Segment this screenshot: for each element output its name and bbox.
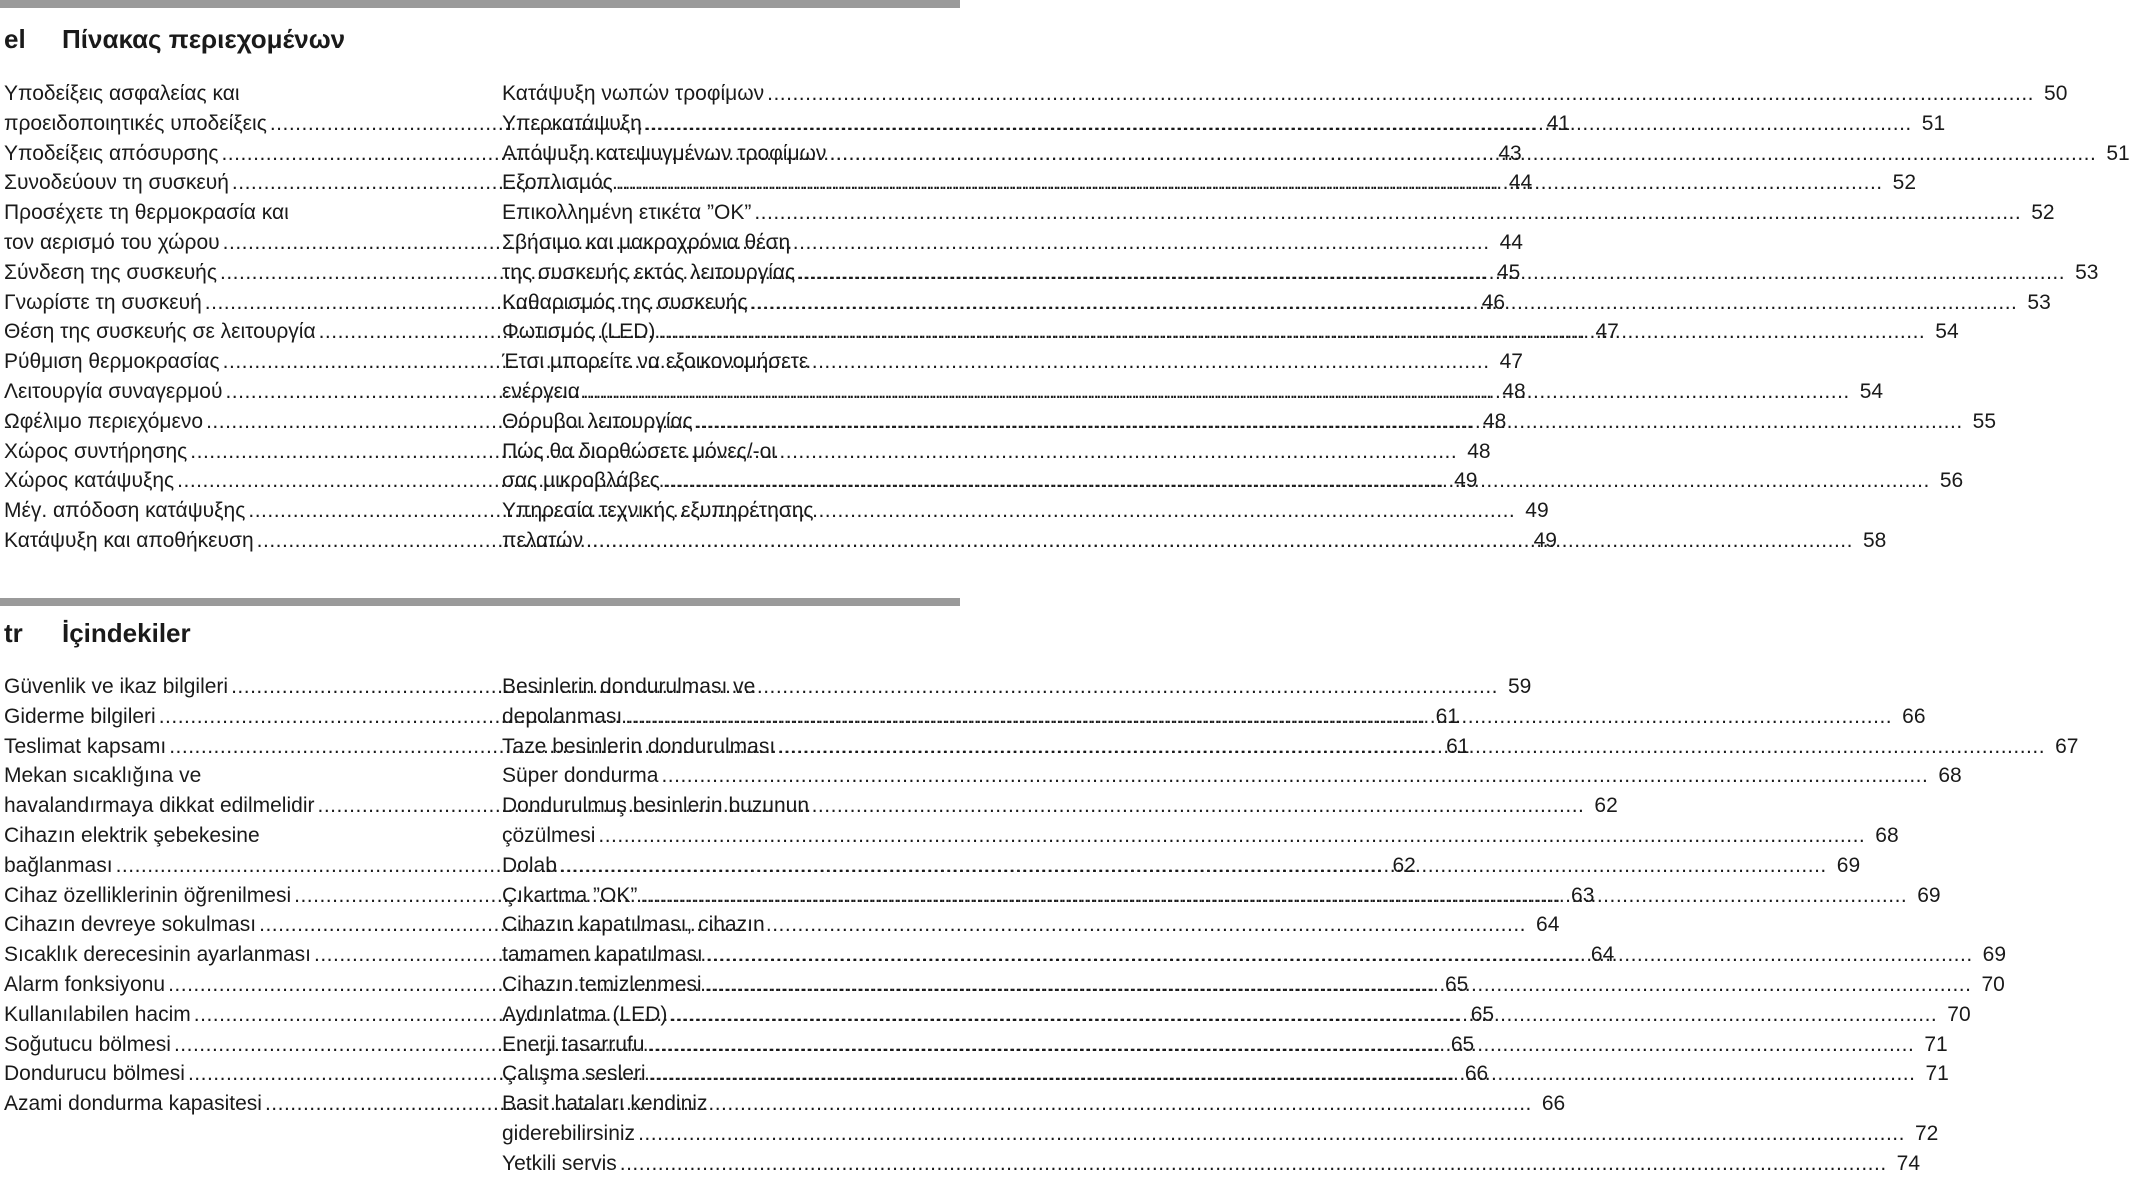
toc-entry-line — [502, 79, 2068, 109]
toc-entry-title: Teslimat kapsamı — [4, 734, 167, 758]
toc-page-number: 69 — [1836, 853, 1861, 877]
toc-entry-title-line: Έτσι μπορείτε να εξοικονομήσετε — [502, 350, 809, 374]
toc-page-number: 48 — [1482, 409, 1507, 433]
toc-entry-title: Yetkili servis — [502, 1151, 617, 1175]
toc-entry-title: çözülmesi — [502, 823, 596, 847]
toc-entry-title: Μέγ. απόδοση κατάψυξης — [4, 499, 246, 523]
toc-page-number: 48 — [1502, 379, 1526, 403]
toc-entry-title: Χώρος κατάψυξης — [4, 469, 175, 493]
toc-entry-title: Süper dondurma — [502, 764, 659, 788]
toc-entry-title: Giderme bilgileri — [4, 704, 156, 728]
dot-leader — [754, 198, 2021, 228]
language-code: el — [4, 24, 26, 54]
toc-page-number: 43 — [1498, 141, 1522, 165]
toc-page-number: 62 — [1594, 794, 1618, 818]
toc-entry-title: Soğutucu bölmesi — [4, 1032, 171, 1056]
toc-entry-title: Çıkartma ”OK” — [502, 883, 638, 907]
dot-leader — [616, 168, 1883, 198]
toc-entry-title: Taze besinlerin dondurulması — [502, 734, 776, 758]
toc-page-number: 71 — [1925, 1062, 1949, 1086]
toc-entry-title: Cihazın devreye sokulması — [4, 913, 257, 937]
toc-entry-title: Καθαρισμός της συσκευής — [502, 290, 748, 314]
toc-entry-line — [502, 1149, 1921, 1179]
toc-entry-line — [502, 1119, 1939, 1149]
toc-page-number: 65 — [1470, 1002, 1495, 1026]
toc-entry-title: Γνωρίστε τη συσκευή — [4, 290, 202, 314]
dot-leader — [829, 139, 2096, 169]
toc-entry[interactable] — [502, 761, 1962, 791]
toc-entry-title: Ωφέλιμο περιεχόμενο — [4, 409, 204, 433]
toc-entry-title-line: Cihazın kapatılması, cihazın — [502, 913, 765, 937]
dot-leader — [560, 851, 1827, 881]
dot-leader — [705, 970, 1972, 1000]
dot-leader — [778, 732, 2045, 762]
toc-entry-title: Ρύθμιση θερμοκρασίας — [4, 350, 220, 374]
toc-entry-title: πελατών — [502, 528, 584, 552]
toc-page-number: 68 — [1938, 764, 1962, 788]
toc-page-number: 54 — [1935, 320, 1959, 344]
toc-page-number: 52 — [2031, 201, 2055, 225]
toc-entry-title: havalandırmaya dikkat edilmelidir — [4, 794, 315, 818]
toc-entry-line — [502, 821, 1899, 851]
toc-page-number: 49 — [1533, 528, 1557, 552]
toc-entry-title: σας μικροβλάβες — [502, 469, 660, 493]
toc-page-number: 74 — [1896, 1151, 1921, 1175]
dot-leader — [661, 761, 1928, 791]
toc-entry-title: Cihaz özelliklerinin öğrenilmesi — [4, 883, 292, 907]
dot-leader — [696, 407, 1963, 437]
toc-page-number: 61 — [1435, 704, 1459, 728]
dot-leader — [649, 1059, 1916, 1089]
toc-page-number: 71 — [1924, 1032, 1948, 1056]
toc-entry-title: προειδοποιητικές υποδείξεις — [4, 111, 267, 135]
toc-entry-title-line: Dondurulmuş besinlerin buzunun — [502, 794, 810, 818]
toc-entry-title: Güvenlik ve ikaz bilgileri — [4, 675, 229, 698]
toc-entry-title-line: Πώς θα διορθώσετε μόνες/-οι — [502, 439, 776, 463]
toc-page-number: 69 — [1917, 883, 1941, 907]
toc-entry-title: Λειτουργία συναγερμού — [4, 379, 223, 403]
toc-entry-title: Dondurucu bölmesi — [4, 1062, 185, 1086]
toc-entry-title: Κατάψυξη και αποθήκευση — [4, 528, 254, 552]
toc-entry-line — [502, 198, 2055, 228]
dot-leader — [625, 702, 1892, 732]
toc-entry-title-line: Υπηρεσία τεχνικής εξυπηρέτησης — [502, 499, 814, 523]
toc-page-number: 51 — [1921, 111, 1946, 135]
toc-entry-title: Alarm fonksiyonu — [4, 972, 166, 996]
toc-entry-title: της συσκευής εκτός λειτουργίας — [502, 260, 796, 284]
toc-page-number: 45 — [1496, 260, 1521, 284]
toc-page-number: 70 — [1947, 1002, 1971, 1026]
toc-page-number: 64 — [1536, 913, 1560, 937]
toc-entry-title: Θόρυβοι λειτουργίας — [502, 409, 693, 433]
toc-page-number: 62 — [1392, 853, 1416, 877]
toc-page-number: 53 — [2027, 290, 2051, 314]
toc-entry[interactable] — [502, 1149, 1921, 1179]
toc-entry-title-line: Besinlerin dondurulması ve — [502, 675, 756, 698]
toc-entry-title: depolanması — [502, 704, 623, 728]
toc-page-number: 49 — [1454, 469, 1478, 493]
toc-entry-title-line: Προσέχετε τη θερμοκρασία και — [4, 201, 289, 225]
toc-page-number: 48 — [1467, 439, 1491, 463]
toc-page-number: 66 — [1541, 1092, 1566, 1116]
toc-entry-title: Sıcaklık derecesinin ayarlanması — [4, 943, 311, 967]
toc-entry-line — [502, 761, 1962, 791]
toc-entry-title: Çalışma sesleri — [502, 1062, 646, 1086]
toc-page-number: 49 — [1525, 499, 1549, 523]
toc-entry-title: Συνοδεύουν τη συσκευή — [4, 171, 229, 195]
toc-page-number: 44 — [1499, 230, 1523, 254]
dot-leader — [583, 377, 1850, 407]
toc-entry-title: Υπερκατάψυξη — [502, 111, 642, 135]
toc-entry-title: Κατάψυξη νωπών τροφίμων — [502, 82, 765, 105]
toc-entry[interactable] — [502, 79, 2068, 109]
section-divider-tr — [0, 598, 960, 606]
toc-page-number: 56 — [1939, 469, 1964, 493]
toc-page-number: 41 — [1546, 111, 1571, 135]
toc-page-number: 46 — [1481, 290, 1506, 314]
toc-page-number: 66 — [1464, 1062, 1489, 1086]
toc-page-number: 65 — [1444, 972, 1469, 996]
toc-page-number: 54 — [1859, 379, 1884, 403]
toc-page-number: 65 — [1450, 1032, 1475, 1056]
dot-leader — [658, 317, 1925, 347]
toc-entry-title: Επικολλημένη ετικέτα ”OK” — [502, 201, 752, 225]
toc-entry-title: Kullanılabilen hacim — [4, 1002, 191, 1026]
toc-page-number: 47 — [1499, 350, 1523, 374]
dot-leader — [751, 288, 2018, 318]
toc-entry-title: Cihazın temizlenmesi — [502, 972, 702, 996]
language-code: tr — [4, 618, 23, 648]
dot-leader — [586, 526, 1853, 556]
toc-page-number: 68 — [1875, 823, 1899, 847]
toc-entry-title: Εξοπλισμός — [502, 171, 613, 195]
toc-entry-title-line: Σβήσιμο και μακροχρόνια θέση — [502, 230, 791, 254]
toc-entry-title: tamamen kapatılması — [502, 943, 703, 967]
dot-leader — [638, 1119, 1905, 1149]
toc-entry-title: Aydınlatma (LED) — [502, 1002, 668, 1026]
toc-entry-title-line: Cihazın elektrik şebekesine — [4, 823, 260, 847]
toc-entry-title: Θέση της συσκευής σε λειτουργία — [4, 320, 316, 344]
toc-page-number: 52 — [1892, 171, 1917, 195]
dot-leader — [620, 1149, 1887, 1179]
dot-leader — [663, 466, 1930, 496]
toc-page-number: 58 — [1862, 528, 1887, 552]
toc-entry-title: Χώρος συντήρησης — [4, 439, 188, 463]
toc-entry-title-line: Basit hataları kendiniz — [502, 1092, 708, 1116]
toc-entry-title: Υποδείξεις απόσυρσης — [4, 141, 219, 165]
toc-page-number: 61 — [1446, 734, 1470, 758]
toc-entry-title: bağlanması — [4, 853, 113, 877]
toc-entry-title: Σύνδεση της συσκευής — [4, 260, 217, 284]
section-heading-el — [4, 24, 345, 54]
toc-entry-title: giderebilirsiniz — [502, 1121, 636, 1145]
toc-page-number: 69 — [1982, 943, 2007, 967]
toc-page-number: 50 — [2044, 82, 2068, 105]
toc-page-number: 59 — [1508, 675, 1532, 698]
dot-leader — [767, 79, 2034, 109]
toc-page-number: 63 — [1571, 883, 1595, 907]
toc-entry-title-line: Mekan sıcaklığına ve — [4, 764, 202, 788]
dot-leader — [798, 258, 2065, 288]
toc-page-number: 66 — [1902, 704, 1926, 728]
toc-entry-title: Φωτισμός (LED) — [502, 320, 656, 344]
toc-entry-title-line: Υποδείξεις ασφαλείας και — [4, 82, 240, 105]
toc-page-number: 72 — [1914, 1121, 1939, 1145]
toc-page-number: 64 — [1590, 943, 1615, 967]
section-heading-tr — [4, 618, 191, 648]
toc-entry-title: Dolab — [502, 853, 557, 877]
toc-page-number: 70 — [1981, 972, 2005, 996]
toc-page-number: 55 — [1972, 409, 1997, 433]
toc-page-number: 53 — [2075, 260, 2099, 284]
dot-leader — [598, 821, 1865, 851]
toc-entry-title: ενέργεια — [502, 379, 580, 403]
dot-leader — [706, 940, 1973, 970]
toc-entry-title: τον αερισμό του χώρου — [4, 230, 220, 254]
section-divider-el — [0, 0, 960, 8]
toc-page-number: 47 — [1595, 320, 1619, 344]
section-title: Πίνακας περιεχομένων — [62, 24, 346, 54]
section-title: İçindekiler — [62, 618, 191, 648]
dot-leader — [640, 881, 1907, 911]
toc-page-number: 44 — [1508, 171, 1533, 195]
toc-entry-title: Azami dondurma kapasitesi — [4, 1092, 262, 1116]
dot-leader — [645, 109, 1912, 139]
dot-leader — [647, 1030, 1914, 1060]
dot-leader — [670, 1000, 1937, 1030]
toc-entry[interactable] — [502, 198, 2055, 228]
toc-page-number: 51 — [2106, 141, 2130, 165]
toc-entry-title: Enerji tasarrufu — [502, 1032, 645, 1056]
toc-entry-title: Απόψυξη κατεψυγμένων τροφίμων — [502, 141, 827, 165]
toc-page-number: 67 — [2055, 734, 2079, 758]
